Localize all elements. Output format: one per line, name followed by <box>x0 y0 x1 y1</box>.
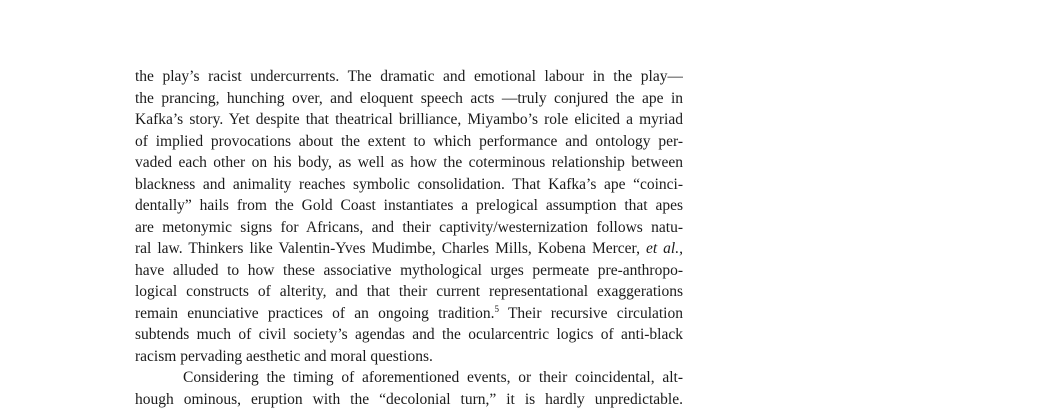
text-line: blackness and animality reaches symbolic consolidation. That Kafka’s ape “coinci- <box>135 174 683 196</box>
text-line: have alluded to how these associative mythological urges permeate pre-anthropo- <box>135 260 683 282</box>
text-line: dentally” hails from the Gold Coast instantiates a prelogical assumption that apes <box>135 195 683 217</box>
text-line: hough ominous, eruption with the “decolonial turn,” it is hardly unpredictable. <box>135 389 683 410</box>
footnote-marker: 5 <box>495 304 500 314</box>
text-line: subtends much of civil society’s agendas and the ocularcentric logics of anti-black <box>135 324 683 346</box>
text-line: the play’s racist undercurrents. The dramatic and emotional labour in the play— <box>135 66 683 88</box>
text-line: are metonymic signs for Africans, and their captivity/westernization follows natu- <box>135 217 683 239</box>
paragraph-1 <box>135 66 683 367</box>
text-line: racism pervading aesthetic and moral questions. <box>135 346 683 368</box>
body-text <box>135 66 683 410</box>
italic-text: et al., <box>646 240 683 257</box>
text-line: logical constructs of alterity, and that their current representational exaggerations <box>135 281 683 303</box>
text-segment: Their recursive circulation <box>499 305 683 322</box>
text-line: Considering the timing of aforementioned events, or their coincidental, alt- <box>135 367 683 389</box>
text-line <box>135 238 683 260</box>
text-line <box>135 303 683 325</box>
text-segment: ral law. Thinkers like Valentin-Yves Mudimbe, Charles Mills, Kobena Mercer, <box>135 240 646 257</box>
text-line: vaded each other on his body, as well as how the coterminous relationship between <box>135 152 683 174</box>
text-line: the prancing, hunching over, and eloquent speech acts —truly conjured the ape in <box>135 88 683 110</box>
paragraph-2 <box>135 367 683 410</box>
text-segment: remain enunciative practices of an ongoing tradition. <box>135 305 495 322</box>
text-line: Kafka’s story. Yet despite that theatrical brilliance, Miyambo’s role elicited a myriad <box>135 109 683 131</box>
text-line: of implied provocations about the extent to which performance and ontology per- <box>135 131 683 153</box>
